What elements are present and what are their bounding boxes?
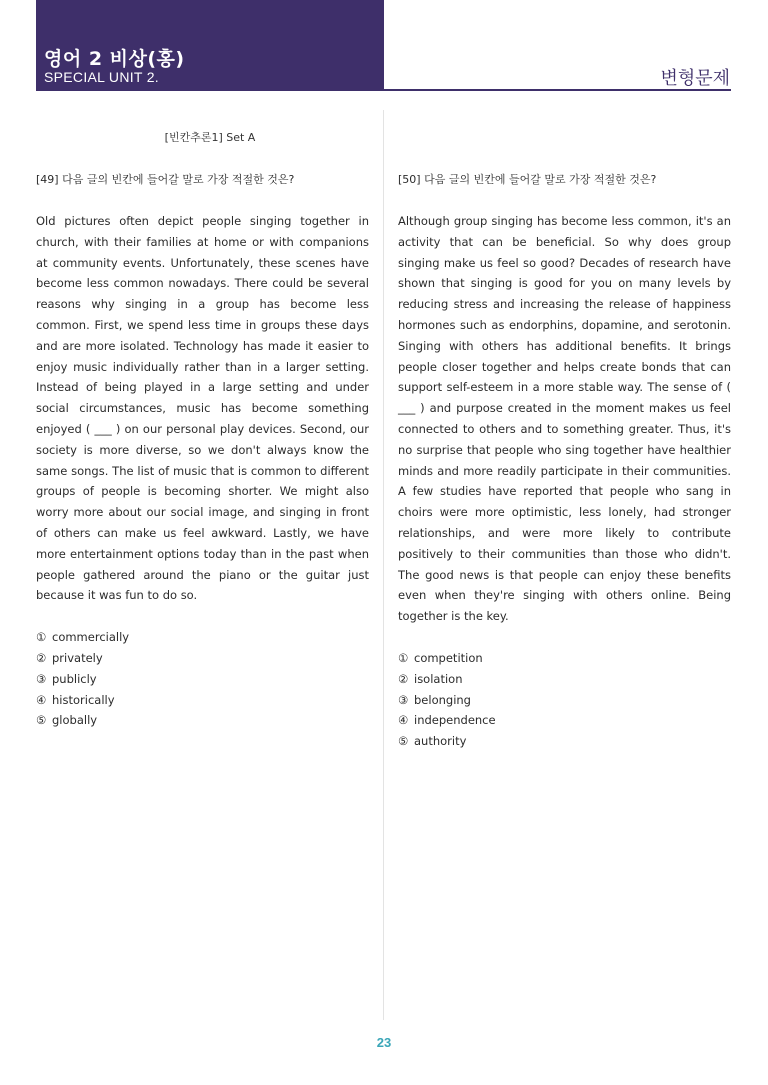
choice-text: commercially [52,630,130,645]
choice-item[interactable] [398,690,731,711]
choice-text: competition [414,650,483,665]
choice-number: ⑤ [398,734,409,749]
choice-item[interactable] [398,669,731,690]
header-subtitle: SPECIAL UNIT 2. [44,69,159,85]
choice-text: publicly [52,671,97,686]
header-underline [384,89,731,91]
choice-item[interactable] [36,627,369,648]
choice-number: ④ [398,713,409,728]
choices-49 [36,627,369,731]
choice-number: ① [36,630,47,645]
choice-text: privately [52,650,103,665]
choice-number: ⑤ [36,713,47,728]
question-49: [49] 다음 글의 빈칸에 들어갈 말로 가장 적절한 것은? [36,173,295,186]
question-50: [50] 다음 글의 빈칸에 들어갈 말로 가장 적절한 것은? [398,173,657,186]
choice-number: ④ [36,692,47,707]
choice-text: globally [52,713,98,728]
choice-text: historically [52,692,115,707]
choice-item[interactable] [36,690,369,711]
header-right-label: 변형문제 [660,68,730,89]
choice-item[interactable] [398,731,731,752]
set-label: [빈칸추론1] Set A [164,131,256,144]
choice-number: ① [398,650,409,665]
choice-item[interactable] [36,710,369,731]
choice-text: independence [414,713,496,728]
choice-text: authority [414,734,467,749]
choice-text: belonging [414,692,471,707]
choice-text: isolation [414,671,463,686]
choice-number: ② [398,671,409,686]
choices-50 [398,648,731,752]
passage-50: Although group singing has become less common, it's an activity that can be beneficial. So why does group singing make us feel so good? Decades of research have shown that singing is good for you on many levels by reducing stress and increasing the release of happiness hormones such as endorphins, dopamine, and serotonin. Singing with others has additional benefits. It brings people closer together and helps create bonds that can support self-esteem in a more stable way. The sense of ( ___ ) and purpose created in the moment makes us feel connected to others and to something greater. Thus, it's no surprise that people who sing together have healthier minds and more readily participate in their communities. A few studies have reported that people who sang in choirs were more optimistic, less lonely, had stronger relationships, and were more likely to contribute positively to their communities than those who didn't. The good news is that people can enjoy these benefits even when they're singing with others online. Being together is the key. [398,214,731,624]
page-number: 23 [376,1035,392,1050]
choice-item[interactable] [398,710,731,731]
passage-49: Old pictures often depict people singing together in church, with their families at home or with companions at community events. Unfortunately, these scenes have become less common nowadays. There could be several reasons why singing in a group has become less common. First, we spend less time in groups these days and are more isolated. Technology has made it easier to enjoy music individually rather than in a larger setting. Instead of being played in a large setting and under social circumstances, music has become something enjoyed ( ___ ) on our personal play devices. Second, our society is more diverse, so we don't always know the same songs. The list of music that is common to different groups of people is becoming shorter. We might also worry more about our social image, and singing in front of others can make us feel awkward. Lastly, we have more entertainment options today than in the past when people gathered around the piano or the guitar just because it was fun to do so. [36,214,369,603]
choice-number: ③ [398,692,409,707]
right-column [398,171,731,752]
header-title: 영어 2 비상(홍) [44,48,185,70]
choice-number: ③ [36,671,47,686]
choice-item[interactable] [398,648,731,669]
left-column [36,171,369,731]
column-divider [383,110,384,1020]
choice-item[interactable] [36,669,369,690]
choice-number: ② [36,650,47,665]
choice-item[interactable] [36,648,369,669]
